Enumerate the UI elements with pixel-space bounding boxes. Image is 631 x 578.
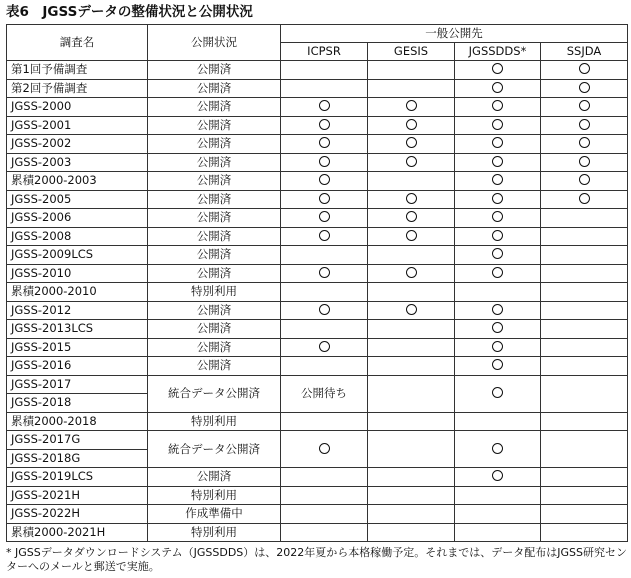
available-mark [492,211,503,222]
survey-name: JGSS-2018 [7,394,148,413]
mark-cell [368,523,455,542]
mark-cell [455,61,541,80]
survey-name: JGSS-2003 [7,153,148,172]
release-status: 公開済 [148,246,281,265]
available-mark [319,193,330,204]
release-status: 公開済 [148,116,281,135]
mark-cell [281,246,368,265]
table-row [7,468,628,487]
mark-cell [541,283,628,302]
release-status: 作成準備中 [148,505,281,524]
mark-cell [541,190,628,209]
survey-name: JGSS-2002 [7,135,148,154]
mark-cell [281,98,368,117]
release-status: 公開済 [148,135,281,154]
survey-name: JGSS-2010 [7,264,148,283]
mark-cell [455,227,541,246]
mark-cell [541,116,628,135]
table-row [7,61,628,80]
available-mark [406,304,417,315]
mark-cell [541,264,628,283]
available-mark [319,119,330,130]
table-row [7,98,628,117]
release-status: 統合データ公開済 [148,375,281,412]
available-mark [406,137,417,148]
survey-name: JGSS-2012 [7,301,148,320]
mark-cell [455,301,541,320]
available-mark [579,174,590,185]
mark-cell [541,375,628,412]
survey-name: JGSS-2006 [7,209,148,228]
mark-cell [281,116,368,135]
mark-cell [368,486,455,505]
table-row [7,116,628,135]
survey-name: 累積2000-2021H [7,523,148,542]
available-mark [492,443,503,454]
mark-cell [455,264,541,283]
table-row [7,172,628,191]
mark-cell [368,431,455,468]
table-row [7,246,628,265]
available-mark [319,304,330,315]
header-jgssdds: JGSSDDS* [455,43,541,61]
table-row [7,375,628,394]
mark-cell [541,61,628,80]
available-mark [406,193,417,204]
survey-name: JGSS-2015 [7,338,148,357]
table-row [7,301,628,320]
mark-cell [541,338,628,357]
mark-cell [281,301,368,320]
available-mark [319,267,330,278]
mark-cell [281,227,368,246]
survey-name: JGSS-2019LCS [7,468,148,487]
survey-name: JGSS-2000 [7,98,148,117]
mark-cell [455,116,541,135]
table-row [7,264,628,283]
mark-cell [541,135,628,154]
survey-name: JGSS-2022H [7,505,148,524]
available-mark [319,100,330,111]
survey-name: 第1回予備調査 [7,61,148,80]
available-mark [406,156,417,167]
available-mark [319,156,330,167]
available-mark [492,82,503,93]
available-mark [579,100,590,111]
survey-name: 累積2000-2003 [7,172,148,191]
mark-cell [455,172,541,191]
available-mark [579,193,590,204]
available-mark [492,174,503,185]
survey-name: JGSS-2001 [7,116,148,135]
survey-name: JGSS-2021H [7,486,148,505]
available-mark [406,267,417,278]
mark-cell [541,468,628,487]
mark-cell [281,172,368,191]
mark-cell [281,79,368,98]
release-status: 公開済 [148,190,281,209]
available-mark [579,119,590,130]
header-icpsr: ICPSR [281,43,368,61]
available-mark [492,119,503,130]
table-row [7,153,628,172]
mark-cell [541,227,628,246]
available-mark [319,443,330,454]
mark-cell [368,357,455,376]
mark-cell [281,190,368,209]
mark-cell [541,431,628,468]
release-status: 公開済 [148,357,281,376]
header-general-release: 一般公開先 [281,25,628,43]
mark-cell [455,357,541,376]
mark-cell [541,301,628,320]
available-mark [492,100,503,111]
mark-cell [541,505,628,524]
mark-cell [368,98,455,117]
survey-name: JGSS-2016 [7,357,148,376]
mark-cell [541,98,628,117]
release-status: 公開済 [148,79,281,98]
header-survey-name: 調査名 [7,25,148,61]
available-mark [492,267,503,278]
available-mark [406,211,417,222]
table-row [7,79,628,98]
available-mark [492,63,503,74]
table-row [7,486,628,505]
mark-cell [281,431,368,468]
mark-cell [455,468,541,487]
survey-name: JGSS-2009LCS [7,246,148,265]
mark-cell [541,172,628,191]
available-mark [492,156,503,167]
available-mark [319,341,330,352]
mark-cell [455,412,541,431]
mark-cell [368,338,455,357]
survey-name: JGSS-2008 [7,227,148,246]
available-mark [492,359,503,370]
mark-cell [368,246,455,265]
mark-cell [455,209,541,228]
survey-name: JGSS-2018G [7,449,148,468]
mark-cell [455,153,541,172]
survey-name: 第2回予備調査 [7,79,148,98]
mark-cell [455,135,541,154]
mark-cell [281,468,368,487]
mark-cell [281,320,368,339]
mark-cell [368,320,455,339]
mark-cell [455,246,541,265]
release-status: 公開済 [148,227,281,246]
mark-cell [541,79,628,98]
mark-cell [541,523,628,542]
mark-cell [368,301,455,320]
available-mark [492,248,503,259]
mark-cell [455,523,541,542]
survey-name: JGSS-2013LCS [7,320,148,339]
available-mark [579,156,590,167]
table-row [7,283,628,302]
release-status: 特別利用 [148,523,281,542]
mark-cell [281,283,368,302]
mark-cell [455,190,541,209]
table-row [7,412,628,431]
header-status: 公開状況 [148,25,281,61]
mark-cell [541,320,628,339]
mark-cell [368,468,455,487]
mark-cell [541,153,628,172]
mark-cell [281,338,368,357]
available-mark [319,137,330,148]
available-mark [406,100,417,111]
release-status: 公開済 [148,338,281,357]
mark-cell [455,505,541,524]
mark-cell [281,61,368,80]
available-mark [579,82,590,93]
mark-cell [541,412,628,431]
mark-cell [368,227,455,246]
mark-cell [281,135,368,154]
mark-cell [281,412,368,431]
available-mark [406,119,417,130]
mark-cell [455,98,541,117]
release-status: 公開済 [148,468,281,487]
release-status: 公開済 [148,153,281,172]
release-status: 統合データ公開済 [148,431,281,468]
table-body [7,61,628,542]
table-row [7,135,628,154]
mark-cell [368,264,455,283]
survey-name: JGSS-2005 [7,190,148,209]
icpsr-pending: 公開待ち [281,375,368,412]
available-mark [492,230,503,241]
mark-cell [368,375,455,412]
release-status: 公開済 [148,264,281,283]
table-row [7,209,628,228]
mark-cell [368,209,455,228]
mark-cell [368,505,455,524]
release-status: 公開済 [148,98,281,117]
mark-cell [368,153,455,172]
survey-name: JGSS-2017 [7,375,148,394]
header-gesis: GESIS [368,43,455,61]
table-row [7,320,628,339]
table-title: 表6 JGSSデータの整備状況と公開状況 [6,4,253,20]
mark-cell [541,486,628,505]
mark-cell [455,320,541,339]
release-status: 特別利用 [148,412,281,431]
mark-cell [281,264,368,283]
header-ssjda: SSJDA [541,43,628,61]
release-status: 公開済 [148,301,281,320]
mark-cell [541,357,628,376]
mark-cell [541,246,628,265]
survey-name: 累積2000-2010 [7,283,148,302]
release-status: 公開済 [148,61,281,80]
available-mark [492,193,503,204]
available-mark [579,137,590,148]
table-row [7,431,628,450]
mark-cell [368,283,455,302]
table-row [7,357,628,376]
release-status: 特別利用 [148,283,281,302]
table-row [7,338,628,357]
available-mark [492,137,503,148]
mark-cell [281,209,368,228]
available-mark [492,322,503,333]
table-row [7,505,628,524]
table-row [7,227,628,246]
mark-cell [368,135,455,154]
mark-cell [281,486,368,505]
mark-cell [368,190,455,209]
available-mark [492,341,503,352]
mark-cell [368,61,455,80]
mark-cell [455,79,541,98]
available-mark [319,211,330,222]
mark-cell [368,116,455,135]
mark-cell [455,431,541,468]
table-row [7,190,628,209]
survey-name: 累積2000-2018 [7,412,148,431]
mark-cell [368,412,455,431]
available-mark [492,304,503,315]
survey-name: JGSS-2017G [7,431,148,450]
available-mark [492,387,503,398]
mark-cell [281,505,368,524]
mark-cell [281,357,368,376]
release-status: 公開済 [148,209,281,228]
mark-cell [368,79,455,98]
available-mark [492,470,503,481]
mark-cell [455,375,541,412]
release-status: 公開済 [148,172,281,191]
release-status: 特別利用 [148,486,281,505]
mark-cell [281,153,368,172]
available-mark [406,230,417,241]
mark-cell [368,172,455,191]
footnote: * JGSSデータダウンロードシステム（JGSSDDS）は、2022年夏から本格稼働予定。それまでは、データ配布はJGSS研究センターへのメールと郵送で実施。 [6,546,628,573]
mark-cell [541,209,628,228]
mark-cell [455,486,541,505]
mark-cell [281,523,368,542]
data-table [6,24,628,542]
available-mark [319,230,330,241]
available-mark [579,63,590,74]
table-row [7,523,628,542]
release-status: 公開済 [148,320,281,339]
mark-cell [455,283,541,302]
available-mark [319,174,330,185]
mark-cell [455,338,541,357]
